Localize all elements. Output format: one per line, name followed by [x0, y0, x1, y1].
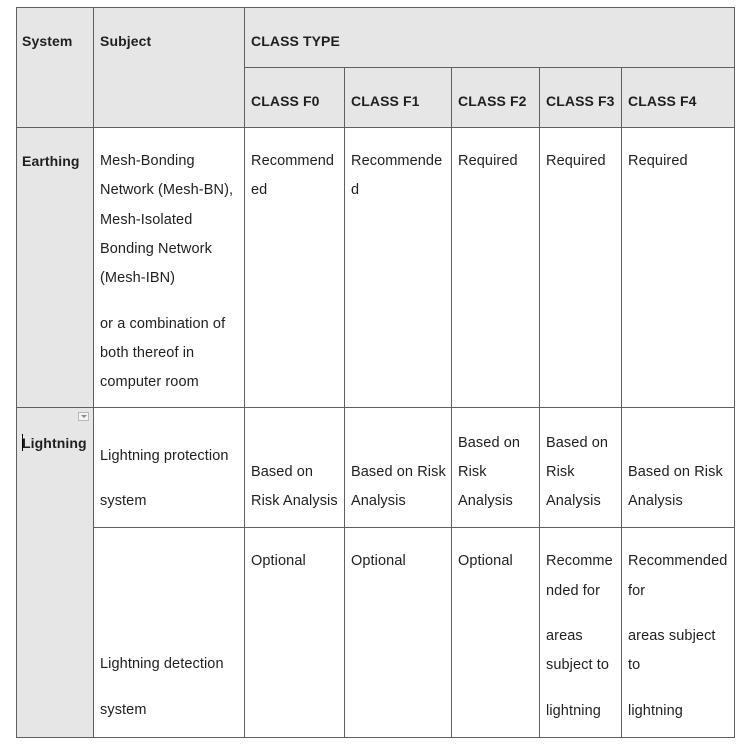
detection-f3-line: lightning — [546, 703, 601, 719]
detection-f4-line: to — [628, 657, 641, 673]
protection-subject-line: system — [100, 493, 147, 509]
rule-right — [734, 7, 735, 738]
earthing-subject-line: both thereof in — [100, 345, 195, 361]
earthing-f1-line: Recommende — [351, 153, 443, 169]
lightning-system: Lightning — [22, 435, 87, 451]
header-class-f1: CLASS F1 — [351, 93, 420, 109]
protection-f1-line: Based on Risk — [351, 464, 446, 480]
header-class-type: CLASS TYPE — [251, 33, 340, 49]
protection-subject-line: Lightning protection — [100, 448, 229, 464]
detection-f4-line: Recommended — [628, 553, 728, 569]
detection-f4-line: lightning — [628, 703, 683, 719]
header-class-f4: CLASS F4 — [628, 93, 697, 109]
earthing-f3: Required — [546, 153, 606, 169]
earthing-subject-line: (Mesh-IBN) — [100, 270, 176, 286]
detection-f2: Optional — [458, 553, 513, 569]
detection-f3-line: subject to — [546, 657, 610, 673]
earthing-subject-line: or a combination of — [100, 316, 226, 332]
detection-f4-line: for — [628, 583, 646, 599]
system-column-shading — [16, 128, 94, 737]
rule-under-earthing — [16, 407, 735, 408]
detection-subject-line: Lightning detection — [100, 656, 224, 672]
rule-under-class-type — [244, 67, 735, 68]
earthing-f1-line: d — [351, 182, 360, 198]
protection-f0-line: Based on — [251, 464, 314, 480]
earthing-subject-line: Mesh-Bonding — [100, 153, 195, 169]
earthing-system: Earthing — [22, 153, 80, 169]
earthing-f2: Required — [458, 153, 518, 169]
earthing-subject-line: Network (Mesh-BN), — [100, 182, 234, 198]
protection-f0-line: Risk Analysis — [251, 493, 338, 509]
protection-f4-line: Based on Risk — [628, 464, 723, 480]
protection-f3-line: Risk — [546, 464, 575, 480]
header-class-f0: CLASS F0 — [251, 93, 320, 109]
rule-after-f3 — [621, 67, 622, 738]
protection-f1-line: Analysis — [351, 493, 406, 509]
rule-under-protection — [94, 527, 735, 528]
rule-after-subject — [244, 7, 245, 738]
earthing-subject-line: Bonding Network — [100, 241, 212, 257]
header-system: System — [22, 33, 73, 49]
detection-f3-line: areas — [546, 628, 583, 644]
header-class-f2: CLASS F2 — [458, 93, 527, 109]
detection-f4-line: areas subject — [628, 628, 716, 644]
row-handle-icon[interactable] — [78, 412, 89, 421]
earthing-f0-line: Recommend — [251, 153, 335, 169]
rule-after-f1 — [451, 67, 452, 738]
detection-f3-line: Recomme — [546, 553, 613, 569]
rule-under-header — [16, 127, 735, 128]
rule-after-f2 — [539, 67, 540, 738]
protection-f4-line: Analysis — [628, 493, 683, 509]
protection-f3-line: Analysis — [546, 493, 601, 509]
rule-left — [16, 7, 17, 738]
earthing-subject-line: Mesh-Isolated — [100, 212, 193, 228]
earthing-f0-line: ed — [251, 182, 268, 198]
rule-after-system — [93, 7, 94, 738]
rule-bottom — [16, 737, 735, 738]
rule-after-f0 — [344, 67, 345, 738]
earthing-subject-line: computer room — [100, 374, 199, 390]
protection-f2-line: Analysis — [458, 493, 513, 509]
protection-f3-line: Based on — [546, 435, 609, 451]
header-class-f3: CLASS F3 — [546, 93, 615, 109]
detection-f0: Optional — [251, 553, 306, 569]
header-subject: Subject — [100, 33, 152, 49]
earthing-f4: Required — [628, 153, 688, 169]
protection-f2-line: Risk — [458, 464, 487, 480]
protection-f2-line: Based on — [458, 435, 521, 451]
detection-f3-line: nded for — [546, 583, 601, 599]
detection-subject-line: system — [100, 702, 147, 718]
detection-f1: Optional — [351, 553, 406, 569]
rule-top — [16, 7, 735, 8]
